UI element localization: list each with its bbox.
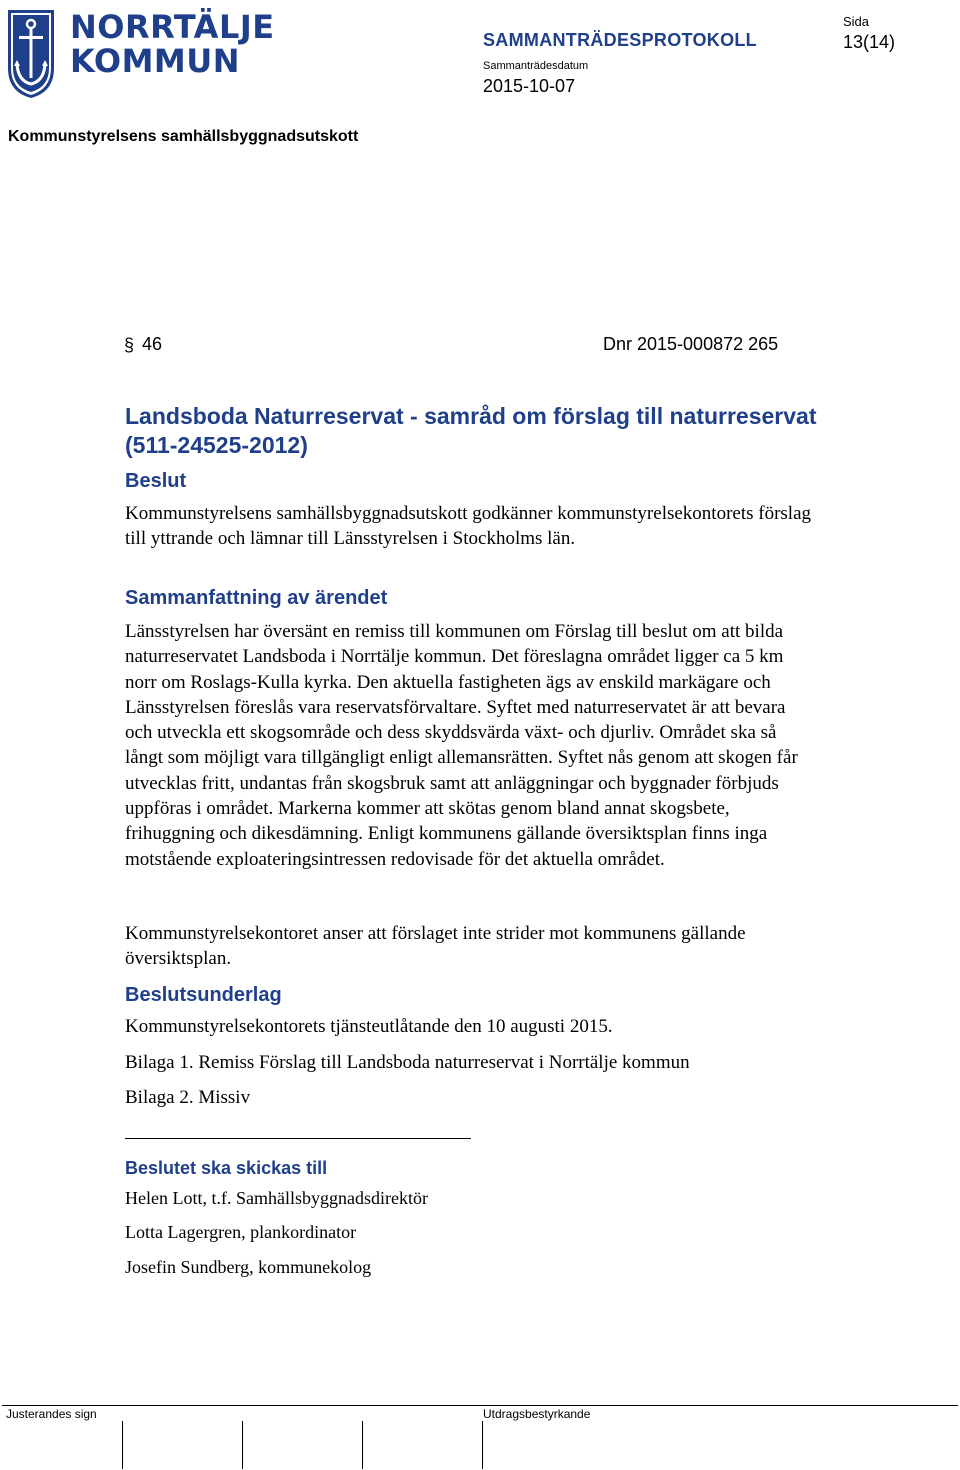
signature-box-divider (362, 1421, 363, 1469)
basis-item: Kommunstyrelsekontorets tjänsteutlåtande den 10 augusti 2015. (125, 1016, 613, 1037)
meeting-date: 2015-10-07 (483, 76, 576, 96)
item-title: Landsboda Naturreservat - samråd om förslag till naturreservat (511-24525-2012) (125, 403, 817, 458)
page-label: Sida (843, 14, 870, 29)
basis-heading: Beslutsunderlag (125, 984, 282, 1006)
signature-box-divider (122, 1421, 123, 1469)
summary-conclusion: Kommunstyrelsekontoret anser att förslaget inte strider mot kommunens gällande översiktsplan. (125, 923, 746, 970)
signature-label: Justerandes sign (6, 1407, 97, 1421)
footer-rule (2, 1405, 958, 1406)
recipient-item: Josefin Sundberg, kommunekolog (125, 1257, 372, 1277)
logo-line-1: NORRTÄLJE (70, 8, 275, 46)
signature-box-divider (242, 1421, 243, 1469)
logo-line-2: KOMMUN (70, 42, 241, 80)
signature-box-divider (482, 1421, 483, 1469)
recipient-item: Lotta Lagergren, plankordinator (125, 1222, 357, 1242)
summary-heading: Sammanfattning av ärendet (125, 587, 388, 609)
section-mark: § (124, 335, 135, 355)
decision-text: Kommunstyrelsens samhällsbyggnadsutskott godkänner kommunstyrelsekontorets förslag till yttrande och lämnar till Länsstyrelsen i Stockholms län. (125, 503, 812, 550)
recipient-item: Helen Lott, t.f. Samhällsbyggnadsdirektör (125, 1188, 428, 1208)
decision-heading: Beslut (125, 470, 187, 492)
municipality-logo-text (70, 8, 275, 80)
case-number: Dnr 2015-000872 265 (603, 334, 779, 354)
meeting-date-label: Sammanträdesdatum (483, 60, 589, 72)
summary-text: Länsstyrelsen har översänt en remiss till kommunen om Förslag till beslut om att bilda naturreservatet Landsboda i Norrtälje kommun. Det föreslagna området ligger ca 5 km norr om Roslags-Kulla kyrka. Den aktuella fastigheten ägs av enskild markägare och Länsstyrelsen föreslås vara reservatsförvaltare. Syftet med naturreservatet är att bevara och utveckla ett skogsområde och dess skyddsvärda växt- och djurliv. Området ska så långt som möjligt vara tillgängligt enligt allemansrätten. Syftet nås genom att skogen får utvecklas fritt, undantas från skogsbruk samt att anläggningar och byggnader förbjuds uppföras i området. Markerna kommer att skötas genom bland annat skogsbete, frihuggning och dikesdämning. Enligt kommunens gällande översiktsplan finns inga motstående exploateringsintressen redovisade för det aktuella området. (125, 621, 798, 870)
attachment-1: Bilaga 1. Remiss Förslag till Landsboda naturreservat i Norrtälje kommun (125, 1052, 690, 1073)
municipality-logo-anchor-icon (6, 8, 56, 100)
protocol-title: SAMMANTRÄDESPROTOKOLL (483, 30, 757, 50)
extract-certification-label: Utdragsbestyrkande (483, 1407, 591, 1421)
page-number: 13(14) (843, 32, 896, 52)
item-number: 46 (142, 334, 163, 354)
committee-name: Kommunstyrelsens samhällsbyggnadsutskott (8, 128, 359, 145)
recipients-heading: Beslutet ska skickas till (125, 1158, 328, 1178)
attachment-2: Bilaga 2. Missiv (125, 1087, 251, 1108)
section-divider (125, 1138, 471, 1139)
